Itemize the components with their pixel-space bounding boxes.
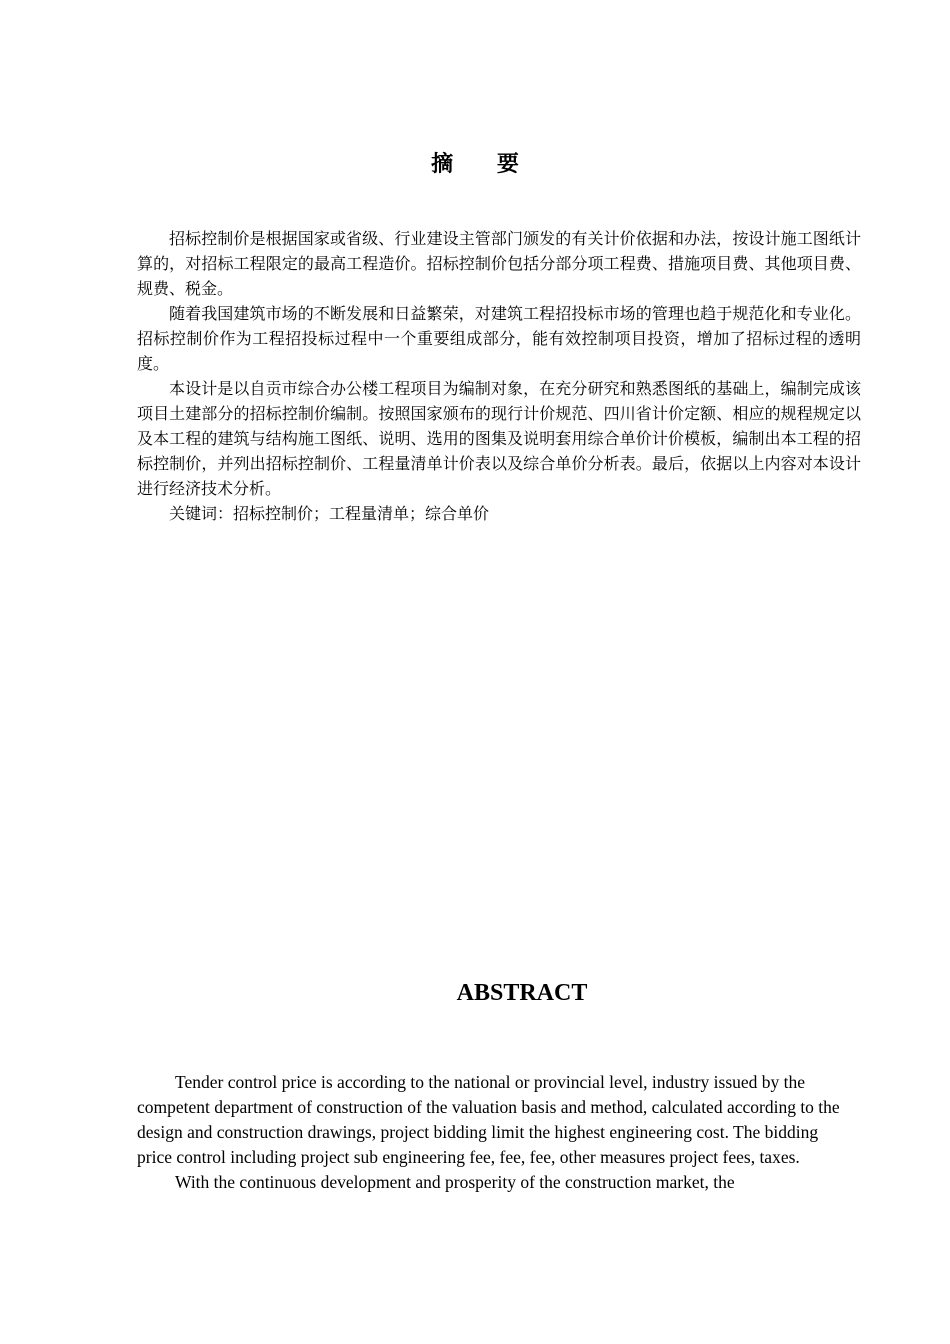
- chinese-abstract-paragraph-2: 随着我国建筑市场的不断发展和日益繁荣，对建筑工程招投标市场的管理也趋于规范化和专业化。招标控制价作为工程招投标过程中一个重要组成部分，能有效控制项目投资，增加了招标过程的透明度。: [137, 304, 861, 373]
- chinese-abstract-body: [137, 226, 861, 526]
- english-abstract-title: ABSTRACT: [456, 980, 588, 1006]
- chinese-abstract-title: 摘 要: [431, 152, 537, 177]
- chinese-abstract-paragraph-1: 招标控制价是根据国家或省级、行业建设主管部门颁发的有关计价依据和办法，按设计施工图纸计算的，对招标工程限定的最高工程造价。招标控制价包括分部分项工程费、措施项目费、其他项目费、规费、税金。: [137, 229, 861, 298]
- english-abstract-paragraph-1: Tender control price is according to the national or provincial level, industry issued by the competent department of construction of the valuation basis and method, calculated according to the design and construction drawings, project bidding limit the highest engineering cost. The bidding price control including project sub engineering fee, fee, fee, other measures project fees, taxes.: [137, 1072, 840, 1167]
- chinese-keywords-label: 关键词：: [169, 504, 234, 523]
- chinese-keywords: [137, 501, 861, 526]
- chinese-keywords-text: 招标控制价；工程量清单；综合单价: [233, 504, 490, 523]
- chinese-abstract-paragraph-3: 本设计是以自贡市综合办公楼工程项目为编制对象，在充分研究和熟悉图纸的基础上，编制完成该项目土建部分的招标控制价编制。按照国家颁布的现行计价规范、四川省计价定额、相应的规程规定以及本工程的建筑与结构施工图纸、说明、选用的图集及说明套用综合单价计价模板，编制出本工程的招标控制价，并列出招标控制价、工程量清单计价表以及综合单价分析表。最后，依据以上内容对本设计进行经济技术分析。: [137, 379, 861, 498]
- english-abstract-paragraph-2: With the continuous development and prosperity of the construction market, the: [175, 1172, 735, 1192]
- english-abstract-body: [137, 1070, 843, 1195]
